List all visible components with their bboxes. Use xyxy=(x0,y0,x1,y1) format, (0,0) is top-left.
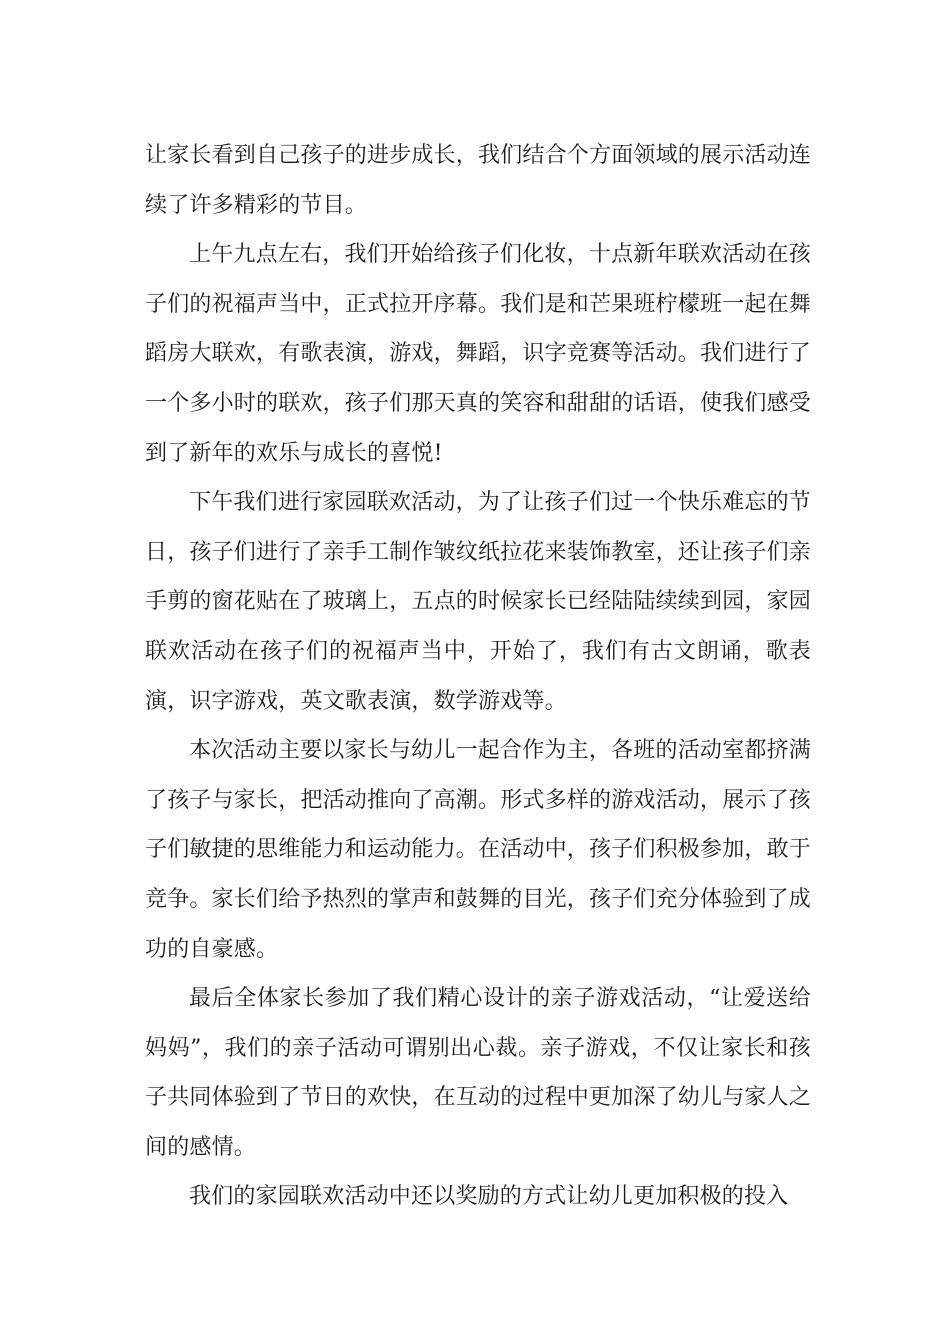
paragraph-1: 让家长看到自己孩子的进步成长，我们结合个方面领域的展示活动连续了许多精彩的节目。 xyxy=(145,143,812,218)
paragraph-4: 本次活动主要以家长与幼儿一起合作为主，各班的活动室都挤满了孩子与家长，把活动推向了高潮。形式多样的游戏活动，展示了孩子们敏捷的思维能力和运动能力。在活动中，孩子们积极参加，敢于竞争。家长们给予热烈的掌声和鼓舞的目光，孩子们充分体验到了成功的自豪感。 xyxy=(145,738,812,962)
paragraph-6: 我们的家园联欢活动中还以奖励的方式让幼儿更加积极的投入 xyxy=(189,1184,789,1210)
paragraph-3: 下午我们进行家园联欢活动，为了让孩子们过一个快乐难忘的节日，孩子们进行了亲手工制作皱纹纸拉花来装饰教室，还让孩子们亲手剪的窗花贴在了玻璃上，五点的时候家长已经陆陆续续到园，家园联欢活动在孩子们的祝福声当中，开始了，我们有古文朗诵，歌表演，识字游戏，英文歌表演，数学游戏等。 xyxy=(145,490,812,714)
document-body xyxy=(145,131,811,1222)
paragraph-2: 上午九点左右，我们开始给孩子们化妆，十点新年联欢活动在孩子们的祝福声当中，正式拉开序幕。我们是和芒果班柠檬班一起在舞蹈房大联欢，有歌表演，游戏，舞蹈，识字竞赛等活动。我们进行了一个多小时的联欢，孩子们那天真的笑容和甜甜的话语，使我们感受到了新年的欢乐与成长的喜悦! xyxy=(145,242,812,466)
paragraph-5: 最后全体家长参加了我们精心设计的亲子游戏活动，“让爱送给妈妈”，我们的亲子活动可谓别出心裁。亲子游戏，不仅让家长和孩子共同体验到了节日的欢快，在互动的过程中更加深了幼儿与家人之间的感情。 xyxy=(145,986,812,1160)
